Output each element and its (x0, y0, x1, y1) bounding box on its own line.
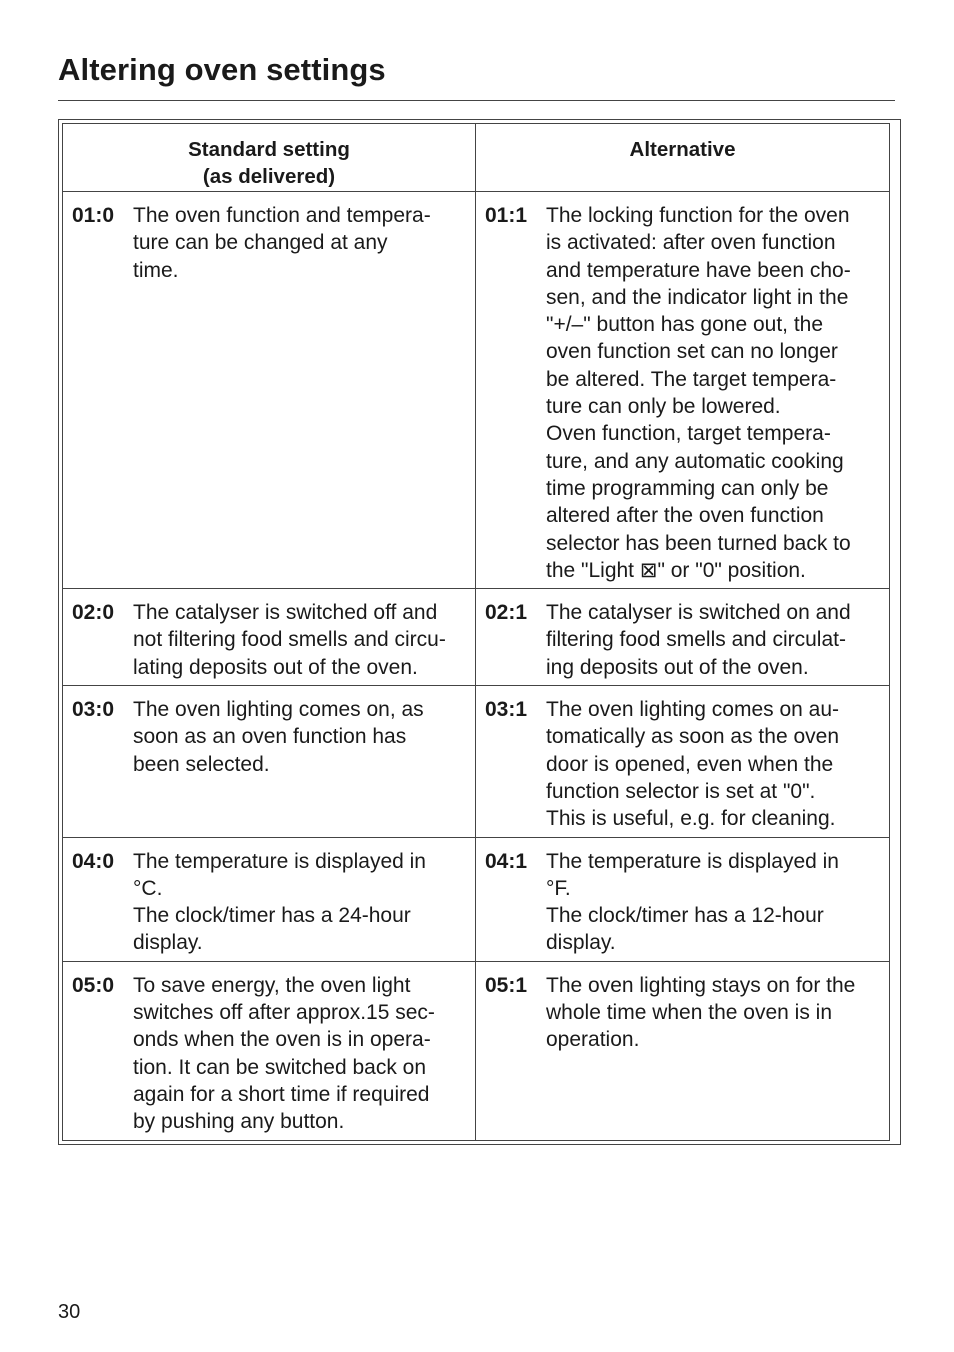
setting-code: 05:0 (72, 973, 115, 997)
setting-code: 03:0 (72, 698, 115, 722)
table-row (63, 686, 890, 837)
setting-description: The oven lighting comes on au- tomatically as soon as the oven door is opened, even when the function selector is set at "0". This is useful, e.g. for cleaning. (546, 698, 840, 831)
setting-code: 03:1 (485, 698, 528, 722)
page-number: 30 (58, 1301, 81, 1323)
setting-description: The catalyser is switched off and not filtering food smells and circu- lating deposits out of the oven. (133, 601, 446, 679)
alternative-cell (476, 961, 890, 1140)
setting-code: 04:0 (72, 849, 115, 873)
alternative-cell (476, 686, 890, 837)
settings-table (62, 123, 890, 1141)
setting-description: To save energy, the oven light switches off after approx.15 sec- onds when the oven is in opera- tion. It can be switched back on again for a short time if required by pushing any button. (133, 973, 435, 1134)
alternative-cell (476, 589, 890, 686)
setting-code: 02:1 (485, 601, 528, 625)
setting-description: The oven lighting comes on, as soon as an oven function has been selected. (133, 698, 424, 776)
table-row (63, 192, 890, 589)
header-alternative (476, 124, 890, 192)
setting-code: 05:1 (485, 973, 528, 997)
standard-cell (63, 686, 476, 837)
setting-description: The temperature is displayed in °C. The clock/timer has a 24-hour display. (133, 849, 426, 955)
alternative-cell (476, 837, 890, 961)
header-standard-setting (63, 124, 476, 192)
standard-cell (63, 961, 476, 1140)
setting-description: The oven lighting stays on for the whole time when the oven is in operation. (546, 973, 856, 1052)
setting-description: The locking function for the oven is activated: after oven function and temperature have been cho- sen, and the indicator light in the "+/–" button has gone out, the oven function set can no longer be altered. The target tempera- ture can only be lowered. Oven function, target tempera- ture, and any automatic cooking time programming can only be altered after the oven function selector has been turned back to the "Light ⊠" or "0" position. (546, 204, 851, 582)
header-standard-line1: Standard setting (188, 138, 350, 161)
header-standard-line2: (as delivered) (202, 165, 336, 188)
setting-code: 01:0 (72, 204, 115, 227)
setting-description: The temperature is displayed in °F. The clock/timer has a 12-hour display. (546, 849, 839, 955)
settings-table-frame (58, 119, 901, 1145)
setting-code: 04:1 (485, 849, 528, 873)
standard-cell (63, 837, 476, 961)
table-row (63, 589, 890, 686)
setting-description: The oven function and tempera- ture can be changed at any time. (133, 204, 431, 282)
header-alternative-label: Alternative (629, 138, 736, 161)
alternative-cell (476, 192, 890, 589)
setting-description: The catalyser is switched on and filtering food smells and circulat- ing deposits out of the oven. (546, 601, 851, 679)
title-rule (58, 100, 895, 101)
standard-cell (63, 192, 476, 589)
setting-code: 02:0 (72, 601, 115, 625)
standard-cell (63, 589, 476, 686)
table-row (63, 837, 890, 961)
page-title: Altering oven settings (58, 52, 386, 87)
setting-code: 01:1 (485, 204, 528, 227)
table-row (63, 961, 890, 1140)
table-header-row (63, 124, 890, 192)
